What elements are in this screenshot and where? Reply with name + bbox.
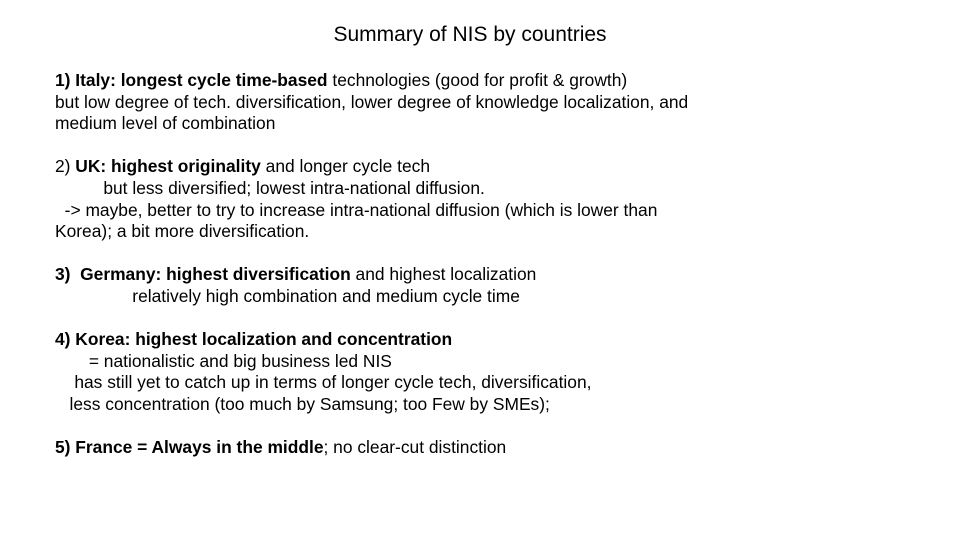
point-uk [55, 156, 935, 242]
point-france-line-1 [55, 437, 935, 459]
slide-title: Summary of NIS by countries [333, 23, 607, 46]
point-korea [55, 329, 935, 415]
point-uk-text-3: -> maybe, better to try to increase intra-national diffusion (which is lower than [55, 199, 658, 220]
point-uk-number: 2) [55, 156, 76, 177]
point-germany-text-2: relatively high combination and medium cycle time [55, 285, 520, 306]
point-germany [55, 264, 935, 307]
point-france-text-1: ; no clear-cut distinction [323, 437, 507, 458]
point-france-heading: 5) France = Always in the middle [55, 437, 324, 458]
point-italy-heading: 1) Italy: longest cycle time-based [55, 70, 328, 90]
point-germany-line-1 [55, 264, 935, 286]
point-uk-text-4: Korea); a bit more diversification. [55, 221, 310, 242]
point-germany-text-1: and highest localization [350, 264, 537, 285]
point-italy-text-2: but low degree of tech. diversification, lower degree of knowledge localization, and [55, 91, 689, 112]
point-uk-heading: UK: highest originality [75, 156, 261, 177]
point-germany-heading: 3) Germany: highest diversification [55, 264, 351, 285]
point-korea-text-3: has still yet to catch up in terms of longer cycle tech, diversification, [55, 372, 592, 393]
point-uk-line-1 [55, 156, 935, 178]
point-france [55, 437, 935, 459]
point-italy [55, 70, 935, 135]
point-italy-line-1 [55, 70, 935, 92]
point-korea-heading: 4) Korea: highest localization and concentration [55, 329, 453, 350]
point-korea-text-4: less concentration (too much by Samsung; too Few by SMEs); [55, 393, 550, 414]
slide-body [55, 70, 935, 480]
point-italy-text-3: medium level of combination [55, 113, 276, 134]
point-uk-text-2: but less diversified; lowest intra-national diffusion. [55, 177, 485, 198]
point-italy-text-1: technologies (good for profit & growth) [327, 70, 628, 90]
point-uk-text-1: and longer cycle tech [260, 156, 430, 177]
point-korea-text-2: = nationalistic and big business led NIS [55, 350, 392, 371]
point-korea-line-1 [55, 329, 935, 351]
